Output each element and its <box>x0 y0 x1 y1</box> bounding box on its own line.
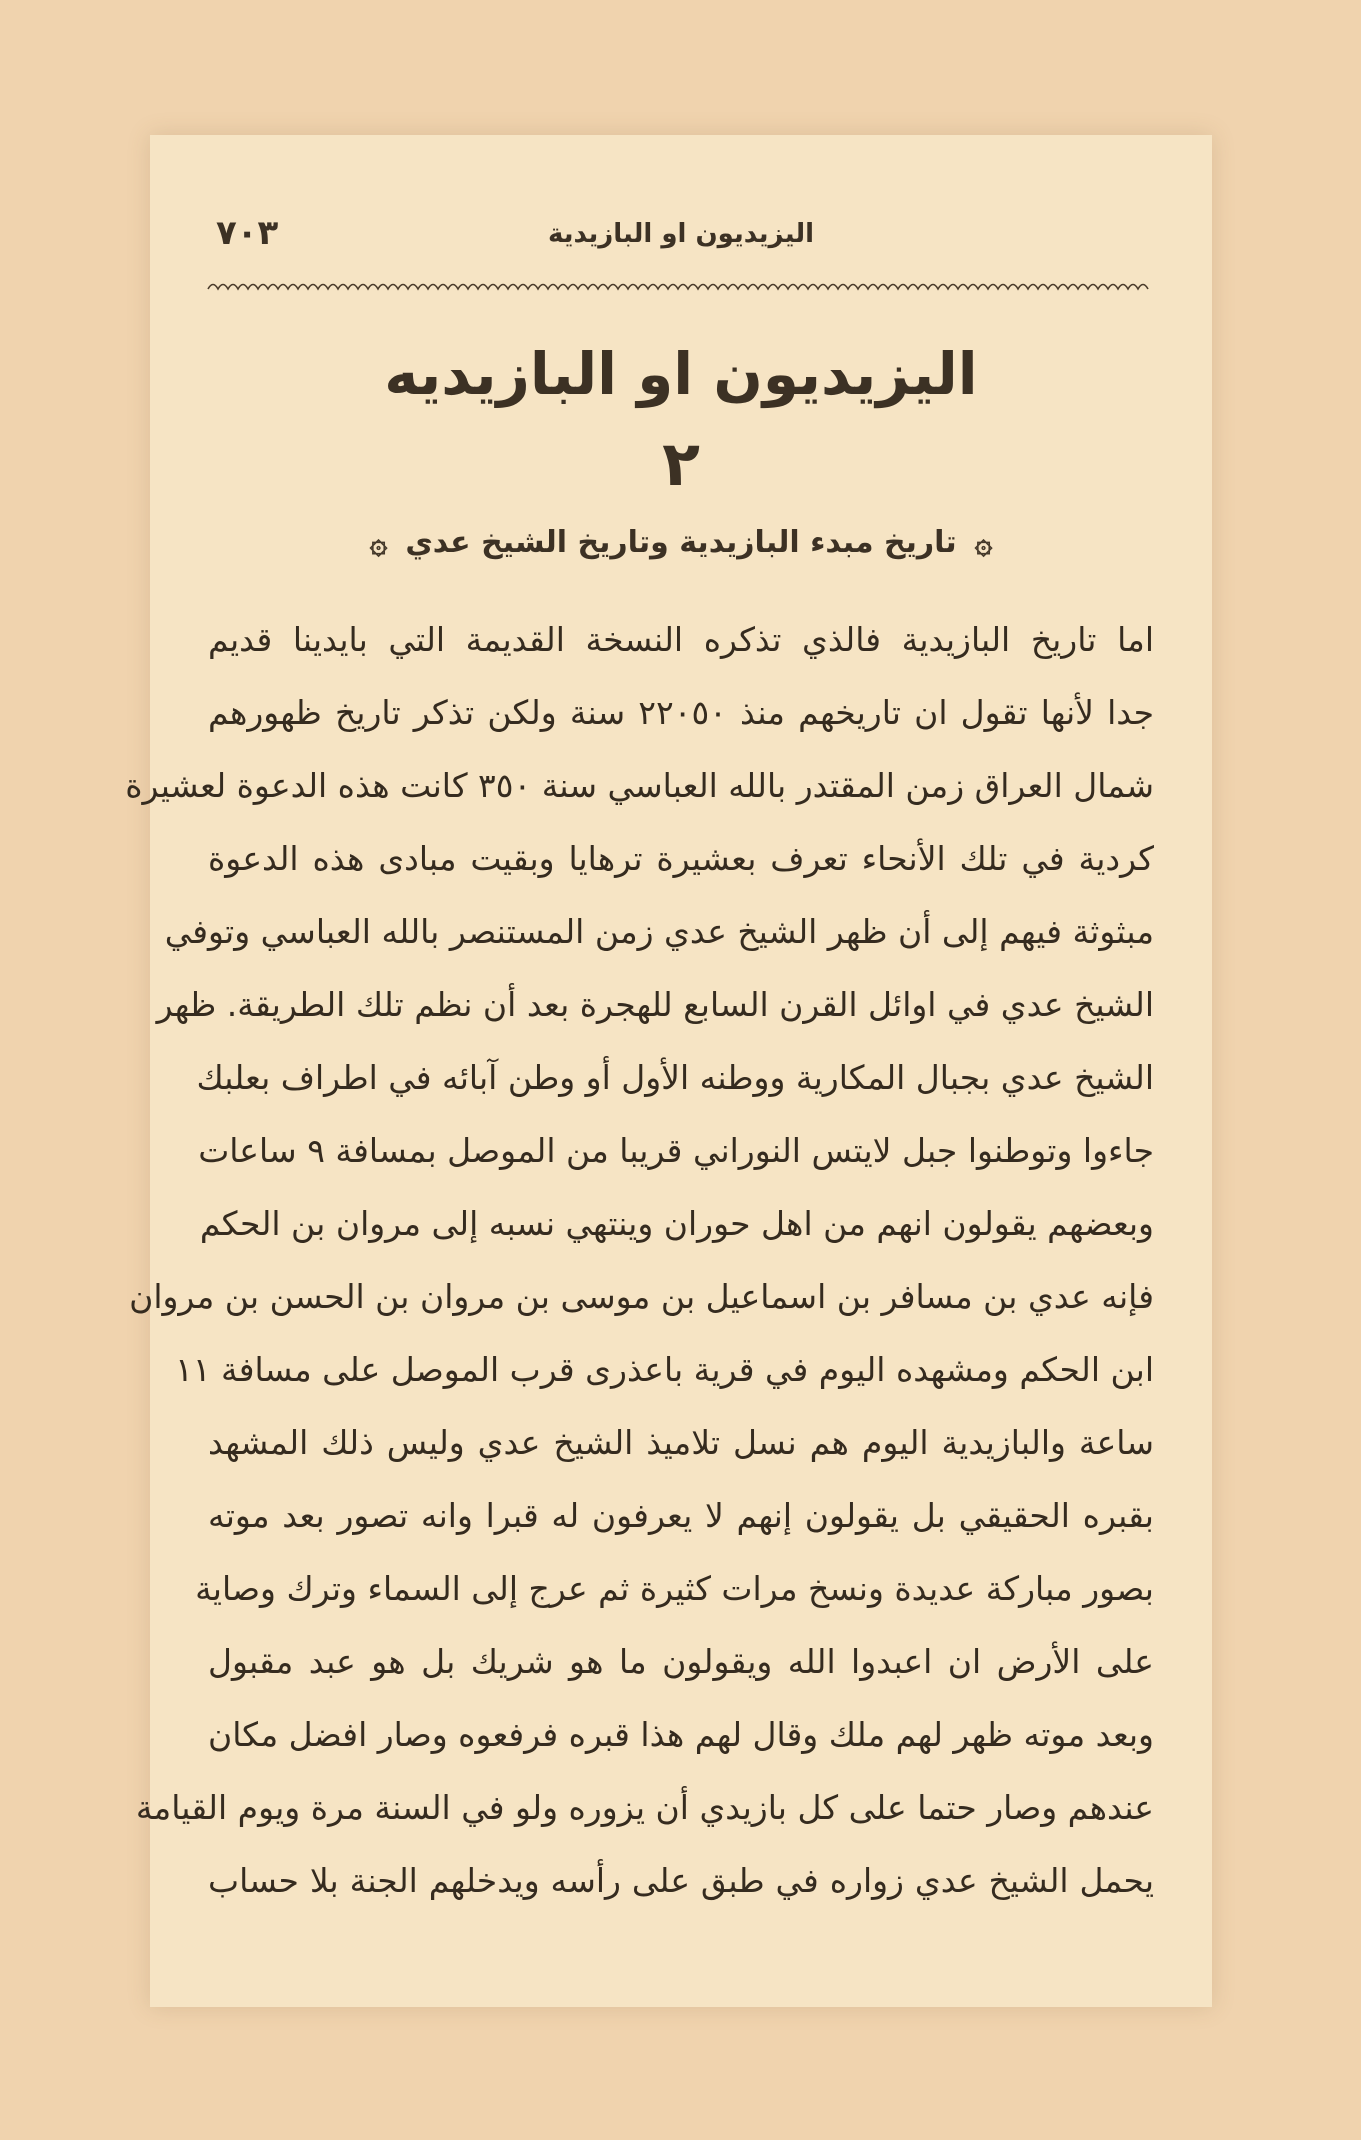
subtitle-row <box>208 525 1154 561</box>
body-line: ابن الحكم ومشهده اليوم في قرية باعذرى قرب الموصل على مسافة ١١ <box>175 1349 1154 1389</box>
article-title: اليزيديون او البازيديه <box>384 340 978 408</box>
body-line: يحمل الشيخ عدي زواره في طبق على رأسه ويدخلهم الجنة بلا حساب <box>208 1860 1154 1900</box>
body-line: الشيخ عدي في اوائل القرن السابع للهجرة بعد أن نظم تلك الطريقة. ظهر <box>156 984 1154 1024</box>
page-header <box>208 213 1154 265</box>
section-number: ٢ <box>662 426 700 500</box>
body-line: ساعة والبازيدية اليوم هم نسل تلاميذ الشيخ عدي وليس ذلك المشهد <box>208 1422 1154 1462</box>
fleuron-right-icon: ۞ <box>974 525 993 561</box>
running-header: اليزيديون او البازيدية <box>547 219 814 249</box>
body-line: اما تاريخ البازيدية فالذي تذكره النسخة القديمة التي بايدينا قديم <box>208 619 1154 659</box>
body-line: جدا لأنها تقول ان تاريخهم منذ ٢٢٠٥٠ سنة ولكن تذكر تاريخ ظهورهم <box>208 692 1154 732</box>
article-subtitle: تاريخ مبدء البازيدية وتاريخ الشيخ عدي <box>405 524 957 560</box>
body-line: وبعضهم يقولون انهم من اهل حوران وينتهي نسبه إلى مروان بن الحكم <box>199 1203 1154 1243</box>
wavy-rule <box>206 279 1154 295</box>
wavy-rule-path <box>208 285 1148 290</box>
body-line: وبعد موته ظهر لهم ملك وقال لهم هذا قبره فرفعوه وصار افضل مكان <box>208 1714 1154 1754</box>
body-line: مبثوثة فيهم إلى أن ظهر الشيخ عدي زمن المستنصر بالله العباسي وتوفي <box>164 911 1154 951</box>
body-text <box>125 603 1154 1917</box>
body-line: بقبره الحقيقي بل يقولون إنهم لا يعرفون له قبرا وانه تصور بعد موته <box>208 1495 1154 1535</box>
body-line: الشيخ عدي بجبال المكارية ووطنه الأول أو وطن آبائه في اطراف بعلبك <box>196 1057 1154 1097</box>
body-line: كردية في تلك الأنحاء تعرف بعشيرة ترهايا وبقيت مبادى هذه الدعوة <box>208 838 1154 878</box>
body-line: على الأرض ان اعبدوا الله ويقولون ما هو شريك بل هو عبد مقبول <box>208 1641 1154 1681</box>
body-line: عندهم وصار حتما على كل بازيدي أن يزوره ولو في السنة مرة ويوم القيامة <box>135 1787 1154 1827</box>
fleuron-left-icon: ۞ <box>369 525 388 561</box>
body-line: فإنه عدي بن مسافر بن اسماعيل بن موسى بن مروان بن الحسن بن مروان <box>129 1276 1154 1316</box>
page-number: ٧٠٣ <box>216 213 279 253</box>
body-line: بصور مباركة عديدة ونسخ مرات كثيرة ثم عرج إلى السماء وترك وصاية <box>195 1568 1154 1608</box>
body-line: جاءوا وتوطنوا جبل لايتس النوراني قريبا من الموصل بمسافة ٩ ساعات <box>198 1130 1154 1170</box>
page <box>125 135 1212 2007</box>
body-line: شمال العراق زمن المقتدر بالله العباسي سنة ٣٥٠ كانت هذه الدعوة لعشيرة <box>125 765 1154 805</box>
